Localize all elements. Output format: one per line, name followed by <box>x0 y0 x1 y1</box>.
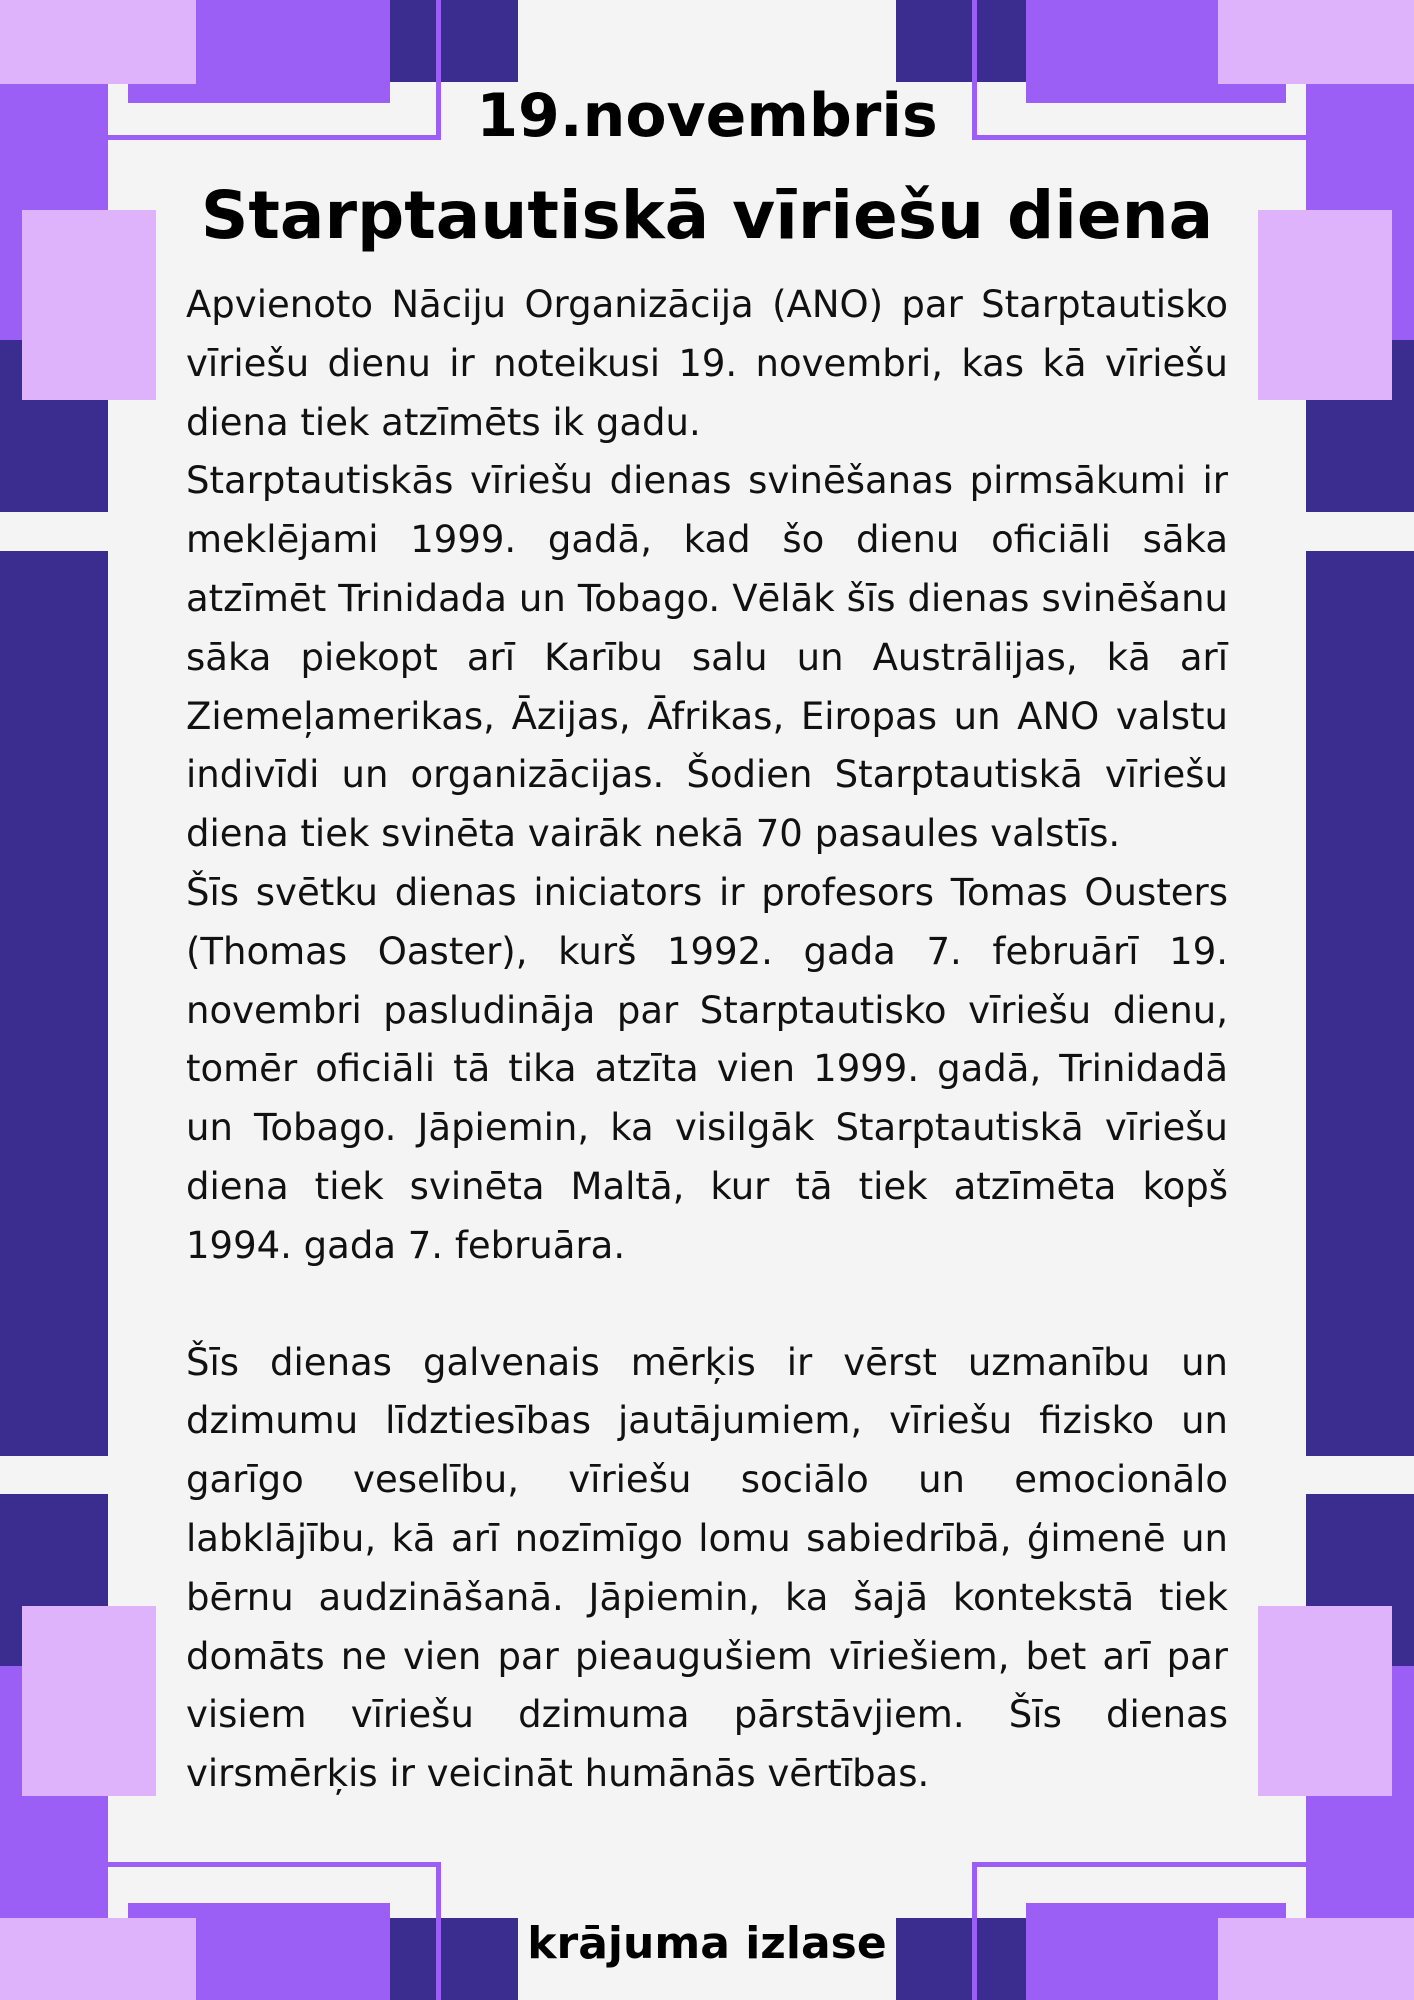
frame-block <box>390 0 518 82</box>
frame-line <box>108 1862 441 1867</box>
paragraph: Šīs svētku dienas iniciators ir profesors Tomas Ousters (Thomas Oaster), kurš 1992. gada 7. februārī 19. novembri pasludināja par Starptautisko vīriešu dienu, tomēr oficiāli tā tika atzīta vien 1999. gadā, Trinidadā un Tobago. Jāpiemin, ka visilgāk Starptautiskā vīriešu diena tiek svinēta Maltā, kur tā tiek atzīmēta kopš 1994. gada 7. februāra. <box>186 870 1228 1267</box>
paragraph: Apvienoto Nāciju Organizācija (ANO) par Starptautisko vīriešu dienu ir noteikusi 19. novembri, kas kā vīriešu diena tiek atzīmēts ik gadu. <box>186 283 1228 444</box>
paragraph: Starptautiskās vīriešu dienas svinēšanas pirmsākumi ir meklējami 1999. gadā, kad šo dienu oficiāli sāka atzīmēt Trinidada un Tobago. Vēlāk šīs dienas svinēšanu sāka piekopt arī Karību salu un Austrālijas, kā arī Ziemeļamerikas, Āzijas, Āfrikas, Eiropas un ANO valstu indivīdi un organizācijas. Šodien Starptautiskā vīriešu diena tiek svinēta vairāk nekā 70 pasaules valstīs. <box>186 459 1228 856</box>
side-bar-right <box>1306 551 1414 1456</box>
frame-block <box>1258 1606 1392 1796</box>
paragraph: Šīs dienas galvenais mērķis ir vērst uzmanību un dzimumu līdztiesības jautājumiem, vīriešu fizisko un garīgo veselību, vīriešu sociālo un emocionālo labklājību, kā arī nozīmīgo lomu sabiedrībā, ģimenē un bērnu audzināšanā. Jāpiemin, ka šajā kontekstā tiek domāts ne vien par pieaugušiem vīriešiem, bet arī par visiem vīriešu dzimuma pārstāvjiem. Šīs dienas virsmērķis ir veicināt humānās vērtības. <box>186 1340 1228 1796</box>
date-heading: 19.novembris <box>476 81 938 151</box>
frame-block <box>1218 0 1414 84</box>
footer-label: krājuma izlase <box>527 1918 887 1969</box>
frame-line <box>972 1862 1306 1867</box>
side-bar-left <box>0 551 108 1456</box>
article-body <box>186 276 1228 1804</box>
frame-block <box>0 0 196 84</box>
frame-block <box>896 0 1026 82</box>
frame-block <box>22 1606 156 1796</box>
page-title: Starptautiskā vīriešu diena <box>200 177 1214 254</box>
